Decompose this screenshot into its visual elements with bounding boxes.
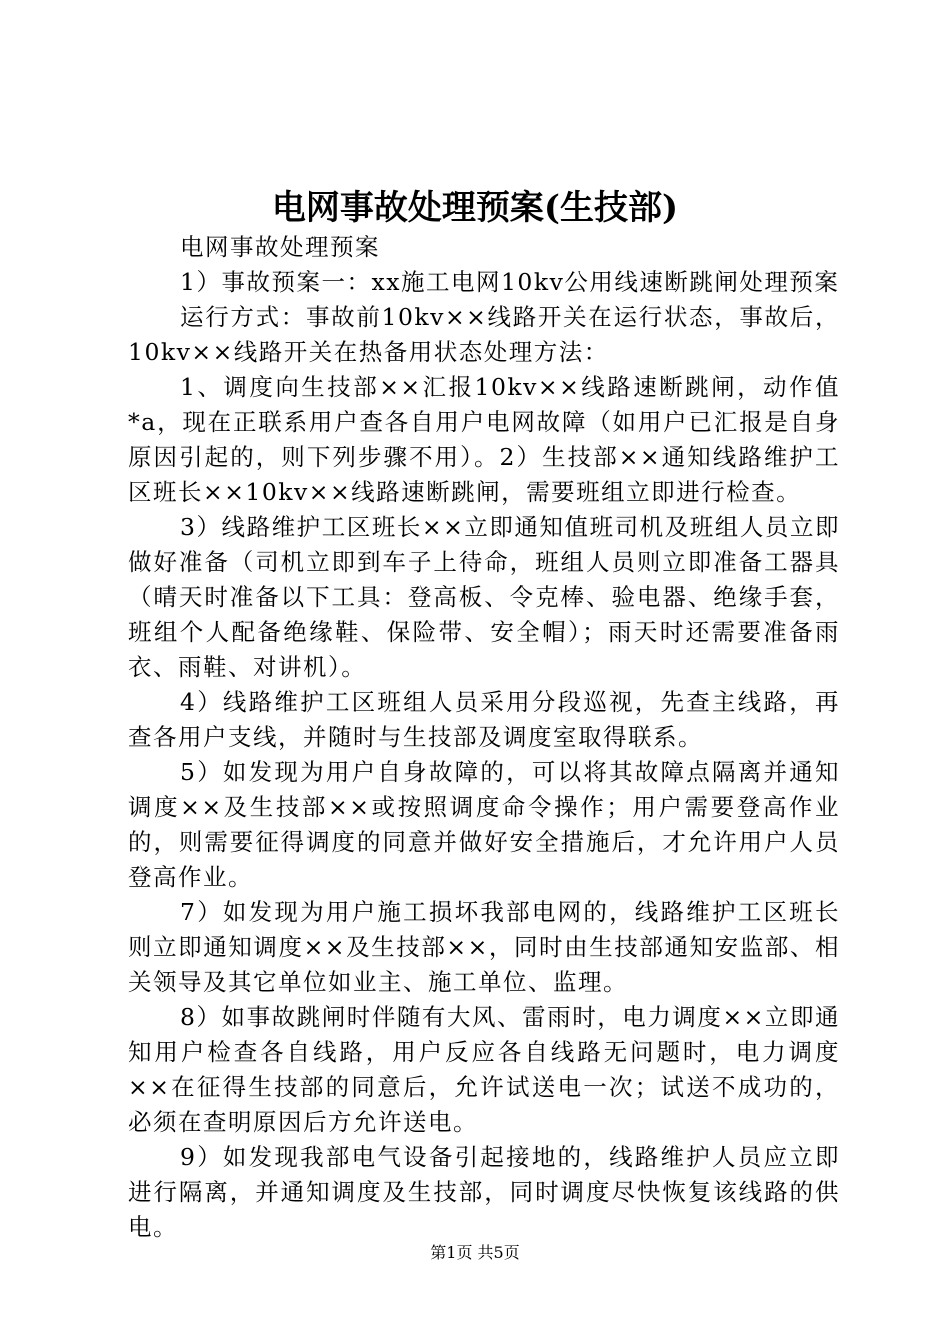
paragraph: 电网事故处理预案 [180, 233, 380, 261]
paragraph: 5）如发现为用户自身故障的，可以将其故障点隔离并通知调度××及生技部××或按照调度命令操作；用户需要登高作业的，则需要征得调度的同意并做好安全措施后，才允许用户人员登高作业。 [128, 758, 840, 891]
paragraph: 1）事故预案一：xx施工电网10kv公用线速断跳闸处理预案 [180, 268, 840, 296]
page-footer: 第1页 共5页 [430, 1243, 520, 1262]
paragraph: 9）如发现我部电气设备引起接地的，线路维护人员应立即进行隔离，并通知调度及生技部，同时调度尽快恢复该线路的供电。 [128, 1143, 840, 1241]
paragraph: 运行方式：事故前10kv××线路开关在运行状态，事故后，10kv××线路开关在热备用状态处理方法： [128, 303, 840, 366]
document-body [128, 230, 840, 1245]
paragraph: 8）如事故跳闸时伴随有大风、雷雨时，电力调度××立即通知用户检查各自线路，用户反应各自线路无问题时，电力调度××在征得生技部的同意后，允许试送电一次；试送不成功的，必须在查明原因后方允许送电。 [128, 1003, 840, 1136]
paragraph: 1、调度向生技部××汇报10kv××线路速断跳闸，动作值*a，现在正联系用户查各自用户电网故障（如用户已汇报是自身原因引起的，则下列步骤不用）。2）生技部××通知线路维护工区班长××10kv××线路速断跳闸，需要班组立即进行检查。 [128, 373, 840, 506]
paragraph: 4）线路维护工区班组人员采用分段巡视，先查主线路，再查各用户支线，并随时与生技部及调度室取得联系。 [128, 688, 840, 751]
paragraph: 3）线路维护工区班长××立即通知值班司机及班组人员立即做好准备（司机立即到车子上待命，班组人员则立即准备工器具（晴天时准备以下工具：登高板、令克棒、验电器、绝缘手套，班组个人配备绝缘鞋、保险带、安全帽）；雨天时还需要准备雨衣、雨鞋、对讲机）。 [128, 513, 840, 681]
paragraph: 7）如发现为用户施工损坏我部电网的，线路维护工区班长则立即通知调度××及生技部××，同时由生技部通知安监部、相关领导及其它单位如业主、施工单位、监理。 [128, 898, 840, 996]
document-title: 电网事故处理预案(生技部) [271, 188, 679, 228]
